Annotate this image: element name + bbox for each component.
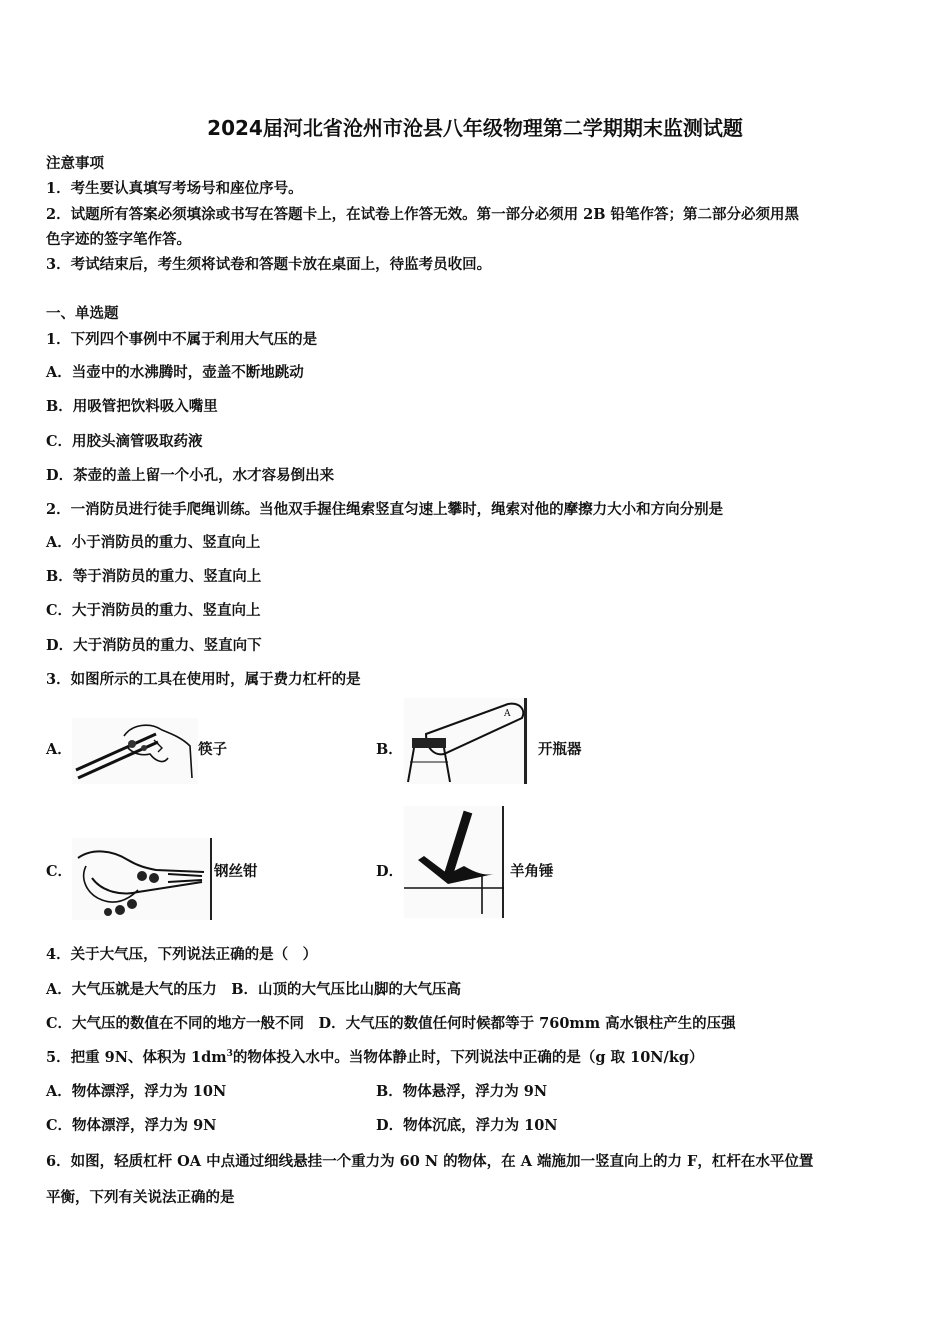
option-row[interactable]: A．大气压就是大气的压力 B．山顶的大气压比山脚的大气压高	[46, 981, 462, 998]
option-c-letter[interactable]: C．	[46, 863, 73, 880]
option-d[interactable]: D．茶壶的盖上留一个小孔，水才容易倒出来	[46, 467, 335, 484]
page-title: 2024届河北省沧州市沧县八年级物理第二学期期末监测试题	[207, 116, 743, 140]
question-stem-cont: 平衡，下列有关说法正确的是	[46, 1189, 235, 1206]
notice-item: 1．考生要认真填写考场号和座位序号。	[46, 180, 303, 197]
option-d-letter[interactable]: D．	[376, 863, 404, 880]
option-c[interactable]: C．用胶头滴管吸取药液	[46, 433, 203, 450]
question-stem: 6．如图，轻质杠杆 OA 中点通过细线悬挂一个重力为 60 N 的物体，在 A 端施加一竖直向上的力 F，杠杆在水平位置	[46, 1153, 814, 1170]
claw-hammer-figure[interactable]	[404, 806, 504, 918]
question-stem	[46, 1046, 704, 1067]
superscript: 3	[226, 1049, 233, 1060]
option-d[interactable]: D．大于消防员的重力、竖直向下	[46, 637, 262, 654]
option-c-name: 钢丝钳	[214, 863, 258, 880]
option-c[interactable]: C．物体漂浮，浮力为 9N	[46, 1117, 217, 1134]
notice-heading: 注意事项	[46, 155, 104, 172]
svg-text:A: A	[504, 709, 511, 719]
question-stem: 4．关于大气压，下列说法正确的是（ ）	[46, 946, 318, 963]
notice-item: 色字迹的签字笔作答。	[46, 231, 191, 248]
question-stem: 2．一消防员进行徒手爬绳训练。当他双手握住绳索竖直匀速上攀时，绳索对他的摩擦力大小和方向分别是	[46, 501, 724, 518]
pliers-figure[interactable]	[72, 838, 212, 920]
option-b[interactable]: B．用吸管把饮料吸入嘴里	[46, 398, 218, 415]
option-a[interactable]: A．小于消防员的重力、竖直向上	[46, 534, 261, 551]
question-stem: 3．如图所示的工具在使用时，属于费力杠杆的是	[46, 671, 361, 688]
option-row[interactable]: C．大气压的数值在不同的地方一般不同 D．大气压的数值任何时候都等于 760mm 高水银柱产生的压强	[46, 1015, 736, 1032]
option-a-letter[interactable]: A．	[46, 741, 72, 758]
bottle-opener-figure[interactable]	[404, 698, 528, 784]
option-a-name: 筷子	[198, 741, 227, 758]
option-a[interactable]: A．当壶中的水沸腾时，壶盖不断地跳动	[46, 364, 304, 381]
option-b-letter[interactable]: B．	[376, 741, 403, 758]
stem-text: 5．把重 9N、体积为 1dm	[46, 1049, 227, 1066]
notice-item: 3．考试结束后，考生须将试卷和答题卡放在桌面上，待监考员收回。	[46, 256, 492, 273]
option-a[interactable]: A．物体漂浮，浮力为 10N	[46, 1083, 227, 1100]
notice-item: 2．试题所有答案必须填涂或书写在答题卡上，在试卷上作答无效。第一部分必须用 2B 铅笔作答；第二部分必须用黑	[46, 206, 800, 223]
question-stem: 1．下列四个事例中不属于利用大气压的是	[46, 331, 318, 348]
option-b-name: 开瓶器	[538, 741, 582, 758]
option-c[interactable]: C．大于消防员的重力、竖直向上	[46, 602, 261, 619]
option-d-name: 羊角锤	[510, 863, 554, 880]
option-b[interactable]: B．物体悬浮，浮力为 9N	[376, 1083, 548, 1100]
option-b[interactable]: B．等于消防员的重力、竖直向上	[46, 568, 262, 585]
stem-text: 的物体投入水中。当物体静止时，下列说法中正确的是（g 取 10N/kg）	[232, 1049, 704, 1066]
section-heading: 一、单选题	[46, 305, 119, 322]
chopsticks-figure[interactable]	[72, 718, 198, 784]
option-d[interactable]: D．物体沉底，浮力为 10N	[376, 1117, 558, 1134]
